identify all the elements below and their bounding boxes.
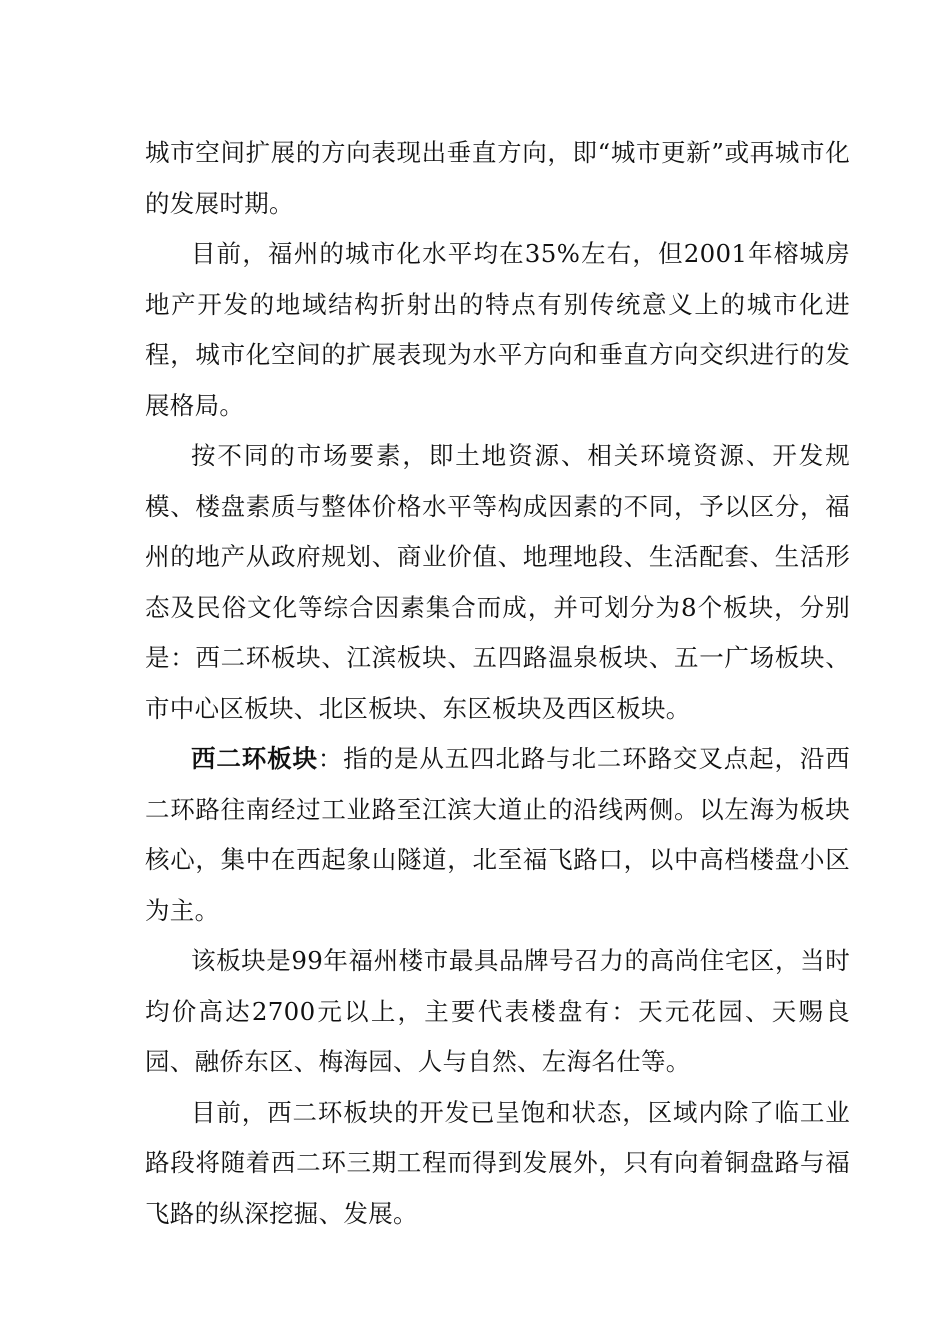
paragraph-text: 城市空间扩展的方向表现出垂直方向，即“城市更新”或再城市化的发展时期。 [145,138,850,218]
paragraph-4 [145,734,850,936]
paragraph-text: 按不同的市场要素，即土地资源、相关环境资源、开发规模、楼盘素质与整体价格水平等构成因素的不同，予以区分，福州的地产从政府规划、商业价值、地理地段、生活配套、生活形态及民俗文化等综合因素集合而成，并可划分为8个板块， [145,441,850,622]
paragraph-text: 目前，福州的城市化水平均在35%左右，但2001年榕城房地产开发的地域结构折射出的特点有别传统意义上的城市化进程，城市化空间的扩展表现为水平方向和垂直方向交织进行的发展格局。 [145,239,850,420]
paragraph-text: 目前，西二环板块的开发已呈饱和状态，区域内除了临工业路段将随着西二环三期工程而得到发展外，只有向着铜盘路与福飞路的纵深挖掘、发展。 [145,1097,850,1228]
body-text [145,128,850,1239]
heading-colon: ： [317,744,344,773]
paragraph-tail: 等。 [641,1047,691,1076]
paragraph-5 [145,936,850,1088]
paragraph-1 [145,128,850,229]
district-list: 西二环板块、江滨板块、五四路温泉板块、五一广场板块、市中心区板块、北区板块、东区板块及西区板块。 [145,643,850,723]
property-list: 天元花园、天赐良园、融侨东区、梅海园、人与自然、左海名仕 [145,996,850,1076]
paragraph-text: 指的是从五四北路与北二环路交叉点起，沿西二环路往南经过工业路至江滨大道止的沿线两侧。以左海为板块核心，集中在西起象山隧道，北至福飞路口，以中高档楼盘小区为主。 [145,744,850,925]
paragraph-lead: 分别是： [145,592,850,672]
paragraph-3 [145,431,850,734]
paragraph-text: 该板块是99年福州楼市最具品牌号召力的高尚住宅区，当时均价高达2700元以上，主要代表楼盘有： [145,946,850,1026]
paragraph-6 [145,1088,850,1240]
paragraph-2 [145,229,850,431]
section-heading: 西二环板块 [191,744,318,773]
